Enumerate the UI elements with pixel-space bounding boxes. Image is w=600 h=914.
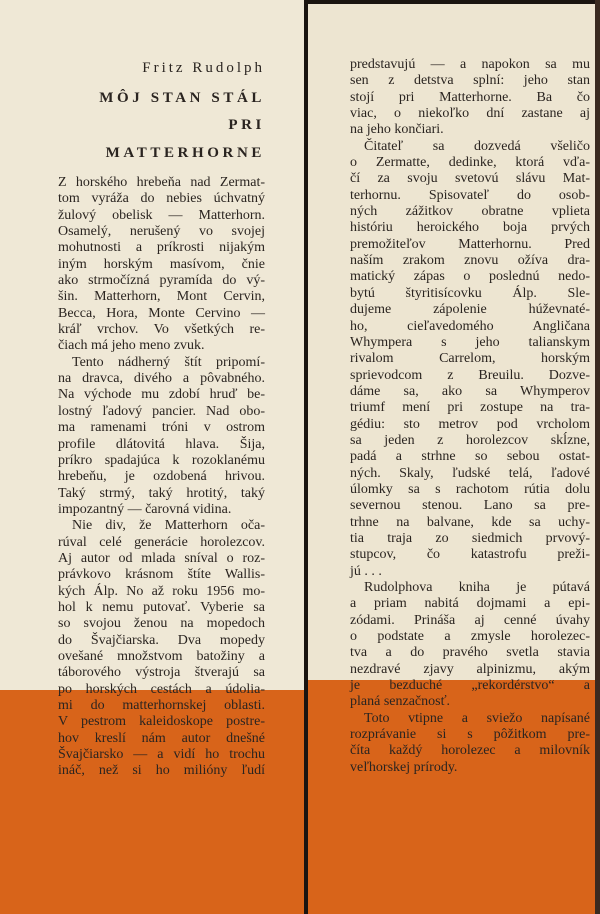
text-line: po horských cestách a údolia- bbox=[58, 681, 265, 697]
text-line: sen z detstva splní: jeho stan bbox=[350, 73, 590, 89]
text-line: tom vyráža do nebies úchvatný bbox=[58, 191, 265, 207]
text-line: rivalom Carrelom, horským bbox=[350, 351, 590, 367]
text-line: predstavujú — a napokon sa mu bbox=[350, 57, 590, 72]
text-line: ných zážitkov obratne vplieta bbox=[350, 204, 590, 220]
blurb-text-left bbox=[58, 175, 265, 780]
text-line: hol k nemu putovať. Vyberie sa bbox=[58, 599, 265, 615]
text-line: hrebeňu, je ozdobená hrivou. bbox=[58, 469, 265, 485]
text-line: naším zrakom znovu ožíva dra- bbox=[350, 253, 590, 269]
text-line: stojí pri Matterhorne. Ba čo bbox=[350, 89, 590, 105]
text-line: Čitateľ sa dozvedá všeličo bbox=[364, 138, 590, 154]
text-line: o podstate a zmysle horolezec- bbox=[350, 629, 590, 645]
text-line: padá a strhne so sebou ostat- bbox=[350, 449, 590, 465]
text-line: na dravca, divého a pôvabného. bbox=[58, 371, 265, 387]
text-line: Na východe mu zdobí hruď be- bbox=[58, 387, 265, 403]
text-line: jú . . . bbox=[350, 563, 382, 579]
text-line: ako strmočízná pyramída do vý- bbox=[58, 273, 265, 289]
text-line: mohutnosti a príkrosti nijakým bbox=[58, 240, 265, 256]
text-line: táborového výstroja štverajú sa bbox=[58, 665, 265, 681]
text-line: matický zápas o poslednú nedo- bbox=[350, 269, 590, 285]
text-line: trhne na balvane, kde sa uchy- bbox=[350, 514, 590, 530]
text-line: čiach má jeho meno zvuk. bbox=[58, 338, 205, 354]
text-line: veľhorskej prírody. bbox=[350, 759, 458, 775]
text-line: Toto vtipne a sviežo napísané bbox=[364, 710, 590, 726]
jacket-edge bbox=[595, 0, 600, 914]
text-line: čí za svoju svetovú slávu Mat- bbox=[350, 171, 590, 187]
text-line: Aj autor od mlada sníval o roz- bbox=[58, 550, 265, 566]
text-line: kráľ vrchov. Vo všetkých re- bbox=[58, 322, 265, 338]
text-line: ovešané množstvom batožiny a bbox=[58, 648, 265, 664]
book-title-line: MATTERHORNE bbox=[105, 145, 265, 161]
text-line: o Zermatte, dedinke, ktorá vďa- bbox=[350, 155, 590, 171]
text-line: impozantný — čarovná vidina. bbox=[58, 501, 232, 517]
text-line: je bezduché „rekordérstvo“ a bbox=[350, 678, 590, 694]
text-line: nezdravé zjavy alpinizmu, akým bbox=[350, 661, 590, 677]
text-line: so svojou ženou na mopedoch bbox=[58, 616, 265, 632]
text-line: rúval celé generácie horolezcov. bbox=[58, 534, 265, 550]
text-line: dáme sa, ako sa Whymperov bbox=[350, 383, 590, 399]
right-jacket-flap bbox=[308, 4, 595, 914]
text-line: terhornu. Spisovateľ do osob- bbox=[350, 187, 590, 203]
text-line: právkovo krásnom štíte Wallis- bbox=[58, 567, 265, 583]
text-line: dujeme zápolenie húževnaté- bbox=[350, 302, 590, 318]
text-line: mi do matterhornskej oblasti. bbox=[58, 698, 265, 713]
text-line: triumf mení pri zostupe na tra- bbox=[350, 400, 590, 416]
text-line: na jeho končiari. bbox=[350, 122, 444, 138]
text-line: stupcov, čo katastrofu preži- bbox=[350, 547, 590, 563]
text-line: bytú štyritisícovku Álp. Sle- bbox=[350, 285, 590, 301]
text-line: sa jeden z horolezcov skĺzne, bbox=[350, 432, 590, 448]
text-line: ma ramenami tróni v ostrom bbox=[58, 420, 265, 436]
blurb-text-right bbox=[350, 57, 590, 776]
text-line: sprievodcom z Breuilu. Dozve- bbox=[350, 367, 590, 383]
author-name: Fritz Rudolph bbox=[142, 60, 265, 76]
text-line: a priam nabitá dojmami a epi- bbox=[350, 596, 590, 612]
text-line: Taký strmý, taký hrotitý, taký bbox=[58, 485, 265, 501]
text-line: Nie div, že Matterhorn oča- bbox=[72, 518, 265, 534]
book-title-line: PRI bbox=[228, 117, 265, 133]
text-line: ho, cieľavedomého Angličana bbox=[350, 318, 590, 334]
text-line: ných. Skaly, ľudské telá, ľadové bbox=[350, 465, 590, 481]
text-line: rozprávanie si s pôžitkom pre- bbox=[350, 727, 590, 743]
text-line: šin. Matterhorn, Mont Cervin, bbox=[58, 289, 265, 305]
text-line: Osamelý, nerušený vo svojej bbox=[58, 224, 265, 240]
text-line: úlomky sa s rachotom rútia dolu bbox=[350, 481, 590, 497]
text-line: premožiteľov Matterhornu. Pred bbox=[350, 236, 590, 252]
text-line: ináč, než si ho milióny ľudí bbox=[58, 763, 265, 779]
text-line: Becca, Hora, Monte Cervino — bbox=[58, 305, 265, 321]
text-line: číta každý horolezec a milovník bbox=[350, 743, 590, 759]
text-line: Tento nádherný štít pripomí- bbox=[72, 354, 265, 370]
text-line: severnou stenou. Lano sa pre- bbox=[350, 498, 590, 514]
text-line: zódami. Prináša aj cenné úvahy bbox=[350, 612, 590, 628]
text-line: planá senzačnosť. bbox=[350, 694, 451, 710]
text-line: profile dlátovitá hlava. Šija, bbox=[58, 436, 265, 452]
text-line: kých Álp. No až roku 1956 mo- bbox=[58, 583, 265, 599]
text-line: Whympera s jeho talianskym bbox=[350, 334, 590, 350]
text-line: V pestrom kaleidoskope postre- bbox=[58, 714, 265, 730]
text-line: lostný ľadový pancier. Nad obo- bbox=[58, 403, 265, 419]
text-line: žulový obelisk — Matterhorn. bbox=[58, 207, 265, 223]
book-title-line: MÔJ STAN STÁL bbox=[99, 90, 265, 106]
text-line: iným horským masívom, čnie bbox=[58, 256, 265, 272]
text-line: gédiu: sto metrov pod vrcholom bbox=[350, 416, 590, 432]
text-line: Z horského hrebeňa nad Zermat- bbox=[58, 175, 265, 190]
text-line: Švajčiarsko — a vidí ho trochu bbox=[58, 747, 265, 763]
text-line: tia traja zo siedmich prvový- bbox=[350, 530, 590, 546]
text-line: Rudolphova kniha je pútavá bbox=[364, 580, 590, 595]
text-line: viac, o niekoľko dní zastane aj bbox=[350, 106, 590, 122]
text-line: tva a do pravého svetla stavia bbox=[350, 645, 590, 661]
text-line: príkro spadajúca k rozoklanému bbox=[58, 452, 265, 468]
text-line: do Švajčiarska. Dva mopedy bbox=[58, 632, 265, 648]
text-line: históriu heroického boja prvých bbox=[350, 220, 590, 236]
text-line: hov kreslí nám autor dnešné bbox=[58, 730, 265, 746]
